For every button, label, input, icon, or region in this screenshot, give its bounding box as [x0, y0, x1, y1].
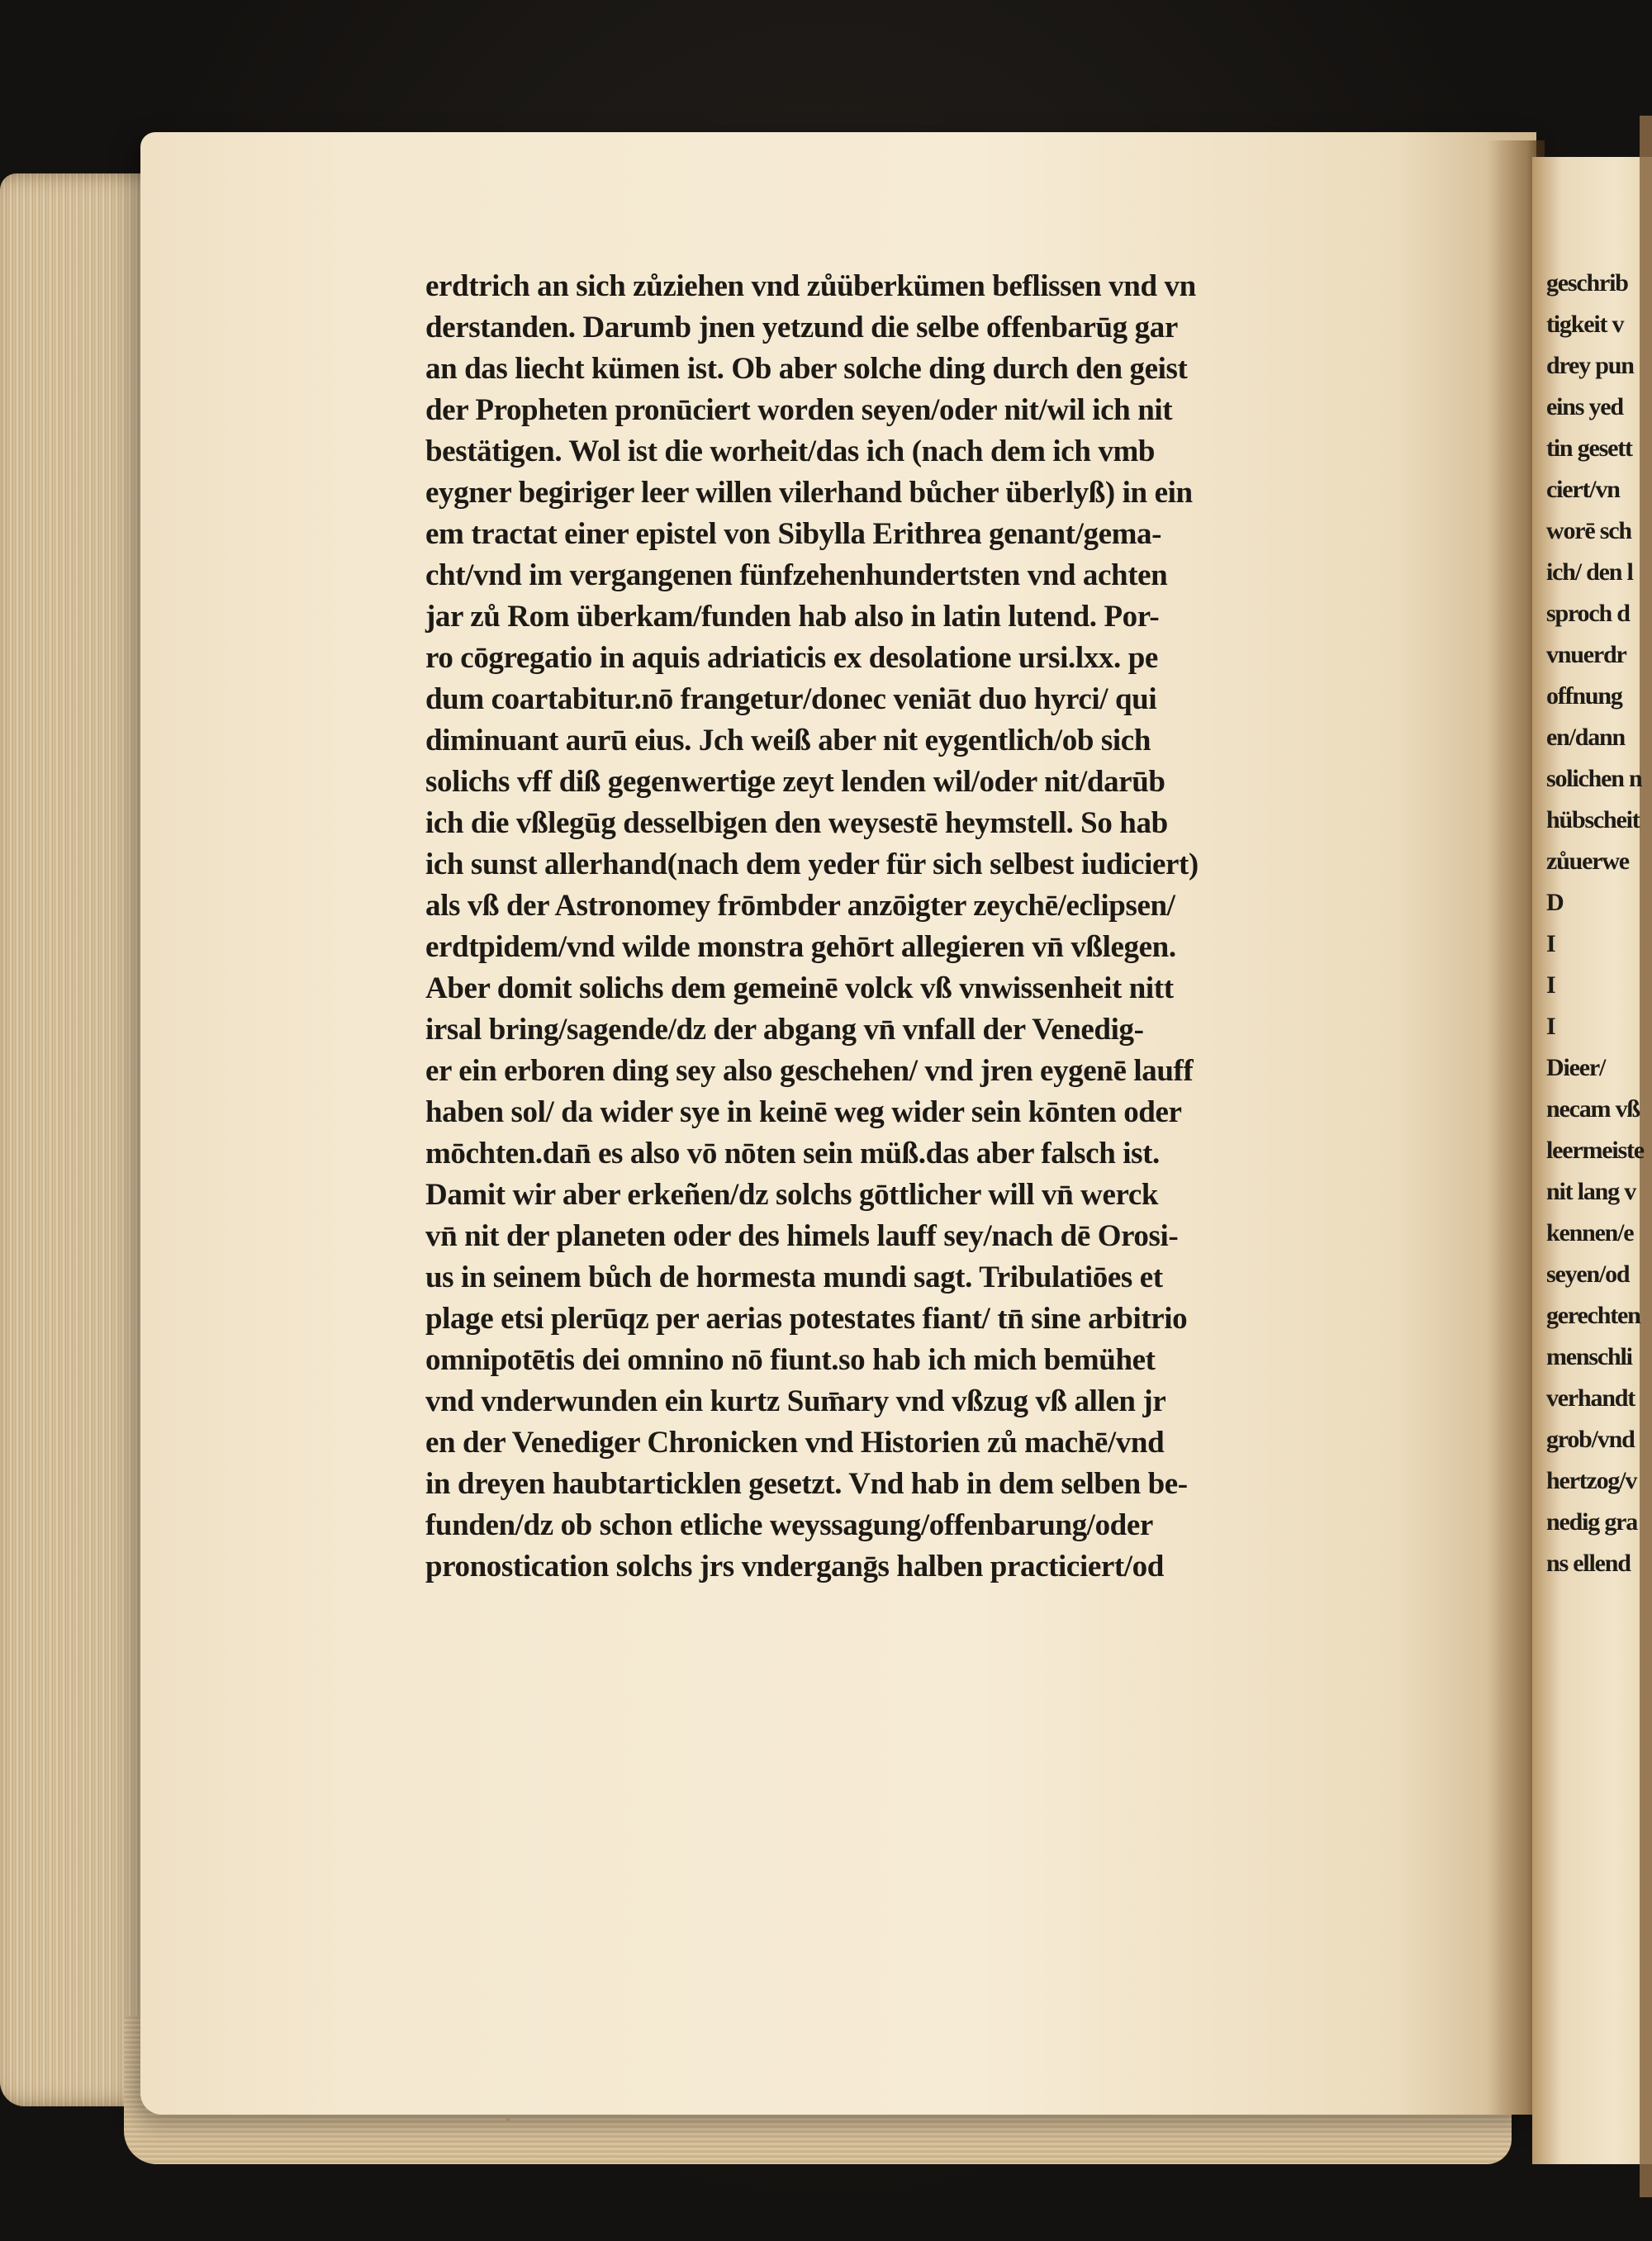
right-text-line: I: [1546, 930, 1555, 957]
text-line: vnd vnderwunden ein kurtz Sum̄ary vnd vßzug vß allen jr: [425, 1384, 1166, 1418]
right-text-line: nit lang v: [1546, 1178, 1636, 1205]
text-line: bestätigen. Wol ist die worheit/das ich (nach dem ich vmb: [425, 434, 1156, 468]
text-line: dum coartabitur.nō frangetur/donec veniāt duo hyrci/ qui: [425, 682, 1157, 716]
right-text-line: tigkeit v: [1546, 311, 1624, 338]
right-text-line: ns ellend: [1546, 1550, 1631, 1577]
text-line: ro cōgregatio in aquis adriaticis ex desolatione ursi.lxx. pe: [425, 641, 1158, 675]
right-text-line: hertzog/v: [1546, 1467, 1637, 1494]
left-page-text-block: [425, 266, 1408, 1588]
right-text-line: seyen/od: [1546, 1261, 1630, 1288]
right-text-line: offnung: [1546, 682, 1622, 710]
right-text-line: kennen/e: [1546, 1219, 1634, 1246]
right-text-line: worē sch: [1546, 517, 1631, 544]
right-text-line: menschli: [1546, 1343, 1632, 1370]
right-text-line: sproch d: [1546, 600, 1630, 627]
text-line: eygner begiriger leer willen vilerhand bůcher überlyß) in ein: [425, 476, 1193, 510]
text-line: mōchten.dan̄ es also vō nōten sein müß.das aber falsch ist.: [425, 1137, 1160, 1170]
right-text-line: solichen n: [1546, 765, 1642, 792]
text-line: an das liecht kümen ist. Ob aber solche ding durch den geist: [425, 352, 1188, 386]
text-line: cht/vnd im vergangenen fünfzehenhundertsten vnd achten: [425, 558, 1168, 592]
text-line: pronostication solchs jrs vnderganḡs halben practiciert/od: [425, 1550, 1164, 1583]
text-line: en der Venediger Chronicken vnd Historien zů machē/vnd: [425, 1426, 1165, 1460]
text-line: der Propheten pronūciert worden seyen/oder nit/wil ich nit: [425, 393, 1173, 427]
right-text-line: drey pun: [1546, 352, 1634, 379]
text-line: erdtrich an sich zůziehen vnd zůüberkümen beflissen vnd vn: [425, 269, 1196, 303]
right-text-line: necam vß: [1546, 1095, 1640, 1123]
right-text-line: ich/ den l: [1546, 558, 1633, 586]
right-text-line: D: [1546, 889, 1564, 916]
text-line: derstanden. Darumb jnen yetzund die selbe offenbarūg gar: [425, 311, 1178, 344]
right-text-line: geschrib: [1546, 269, 1628, 297]
text-line: em tractat einer epistel von Sibylla Erithrea genant/gema-: [425, 517, 1162, 551]
right-text-line: tin gesett: [1546, 434, 1632, 462]
text-line: haben sol/ da wider sye in keinē weg wider sein kōnten oder: [425, 1095, 1182, 1129]
text-line: in dreyen haubtarticklen gesetzt. Vnd hab in dem selben be-: [425, 1467, 1188, 1501]
text-line: erdtpidem/vnd wilde monstra gehōrt allegieren vn̄ vßlegen.: [425, 930, 1176, 964]
text-line: irsal bring/sagende/dz der abgang vn̄ vnfall der Venedig-: [425, 1013, 1144, 1047]
right-text-line: leermeiste: [1546, 1137, 1644, 1164]
text-line: Aber domit solichs dem gemeinē volck vß vnwissenheit nitt: [425, 971, 1174, 1005]
right-text-line: ciert/vn: [1546, 476, 1620, 503]
right-text-line: Dieer/: [1546, 1054, 1606, 1081]
right-text-line: en/dann: [1546, 724, 1625, 751]
text-line: funden/dz ob schon etliche weyssagung/offenbarung/oder: [425, 1508, 1153, 1542]
text-line: us in seinem bůch de hormesta mundi sagt. Tribulatiōes et: [425, 1261, 1163, 1294]
right-text-line: I: [1546, 1013, 1555, 1040]
right-page-text-fragment: [1546, 263, 1652, 1584]
right-text-line: I: [1546, 971, 1555, 999]
text-line: omnipotētis dei omnino nō fiunt.so hab ich mich bemühet: [425, 1343, 1156, 1377]
right-text-line: zůuerwe: [1546, 847, 1629, 875]
right-text-line: nedig gra: [1546, 1508, 1638, 1536]
text-line: vn̄ nit der planeten oder des himels lauff sey/nach dē Orosi-: [425, 1219, 1179, 1253]
text-line: er ein erboren ding sey also geschehen/ vnd jren eygenē lauff: [425, 1054, 1194, 1088]
right-text-line: verhandt: [1546, 1384, 1635, 1412]
right-text-line: vnuerdr: [1546, 641, 1626, 668]
text-line: als vß der Astronomey frōmbder anzōigter zeychē/eclipsen/: [425, 889, 1175, 923]
text-line: ich sunst allerhand(nach dem yeder für sich selbest iudiciert): [425, 847, 1199, 881]
paper-speck: [506, 2115, 510, 2121]
text-line: jar zů Rom überkam/funden hab also in latin lutend. Por-: [425, 600, 1160, 634]
text-line: solichs vff diß gegenwertige zeyt lenden wil/oder nit/darūb: [425, 765, 1165, 799]
right-text-line: hübscheit: [1546, 806, 1640, 833]
right-text-line: grob/vnd: [1546, 1426, 1635, 1453]
text-line: Damit wir aber erkeñen/dz solchs gōttlicher will vn̄ werck: [425, 1178, 1159, 1212]
text-line: diminuant aurū eius. Jch weiß aber nit eygentlich/ob sich: [425, 724, 1151, 757]
right-text-line: eins yed: [1546, 393, 1623, 420]
text-line: plage etsi plerūqz per aerias potestates fiant/ tn̄ sine arbitrio: [425, 1302, 1188, 1336]
right-text-line: gerechten: [1546, 1302, 1640, 1329]
text-line: ich die vßlegūg desselbigen den weysestē heymstell. So hab: [425, 806, 1168, 840]
